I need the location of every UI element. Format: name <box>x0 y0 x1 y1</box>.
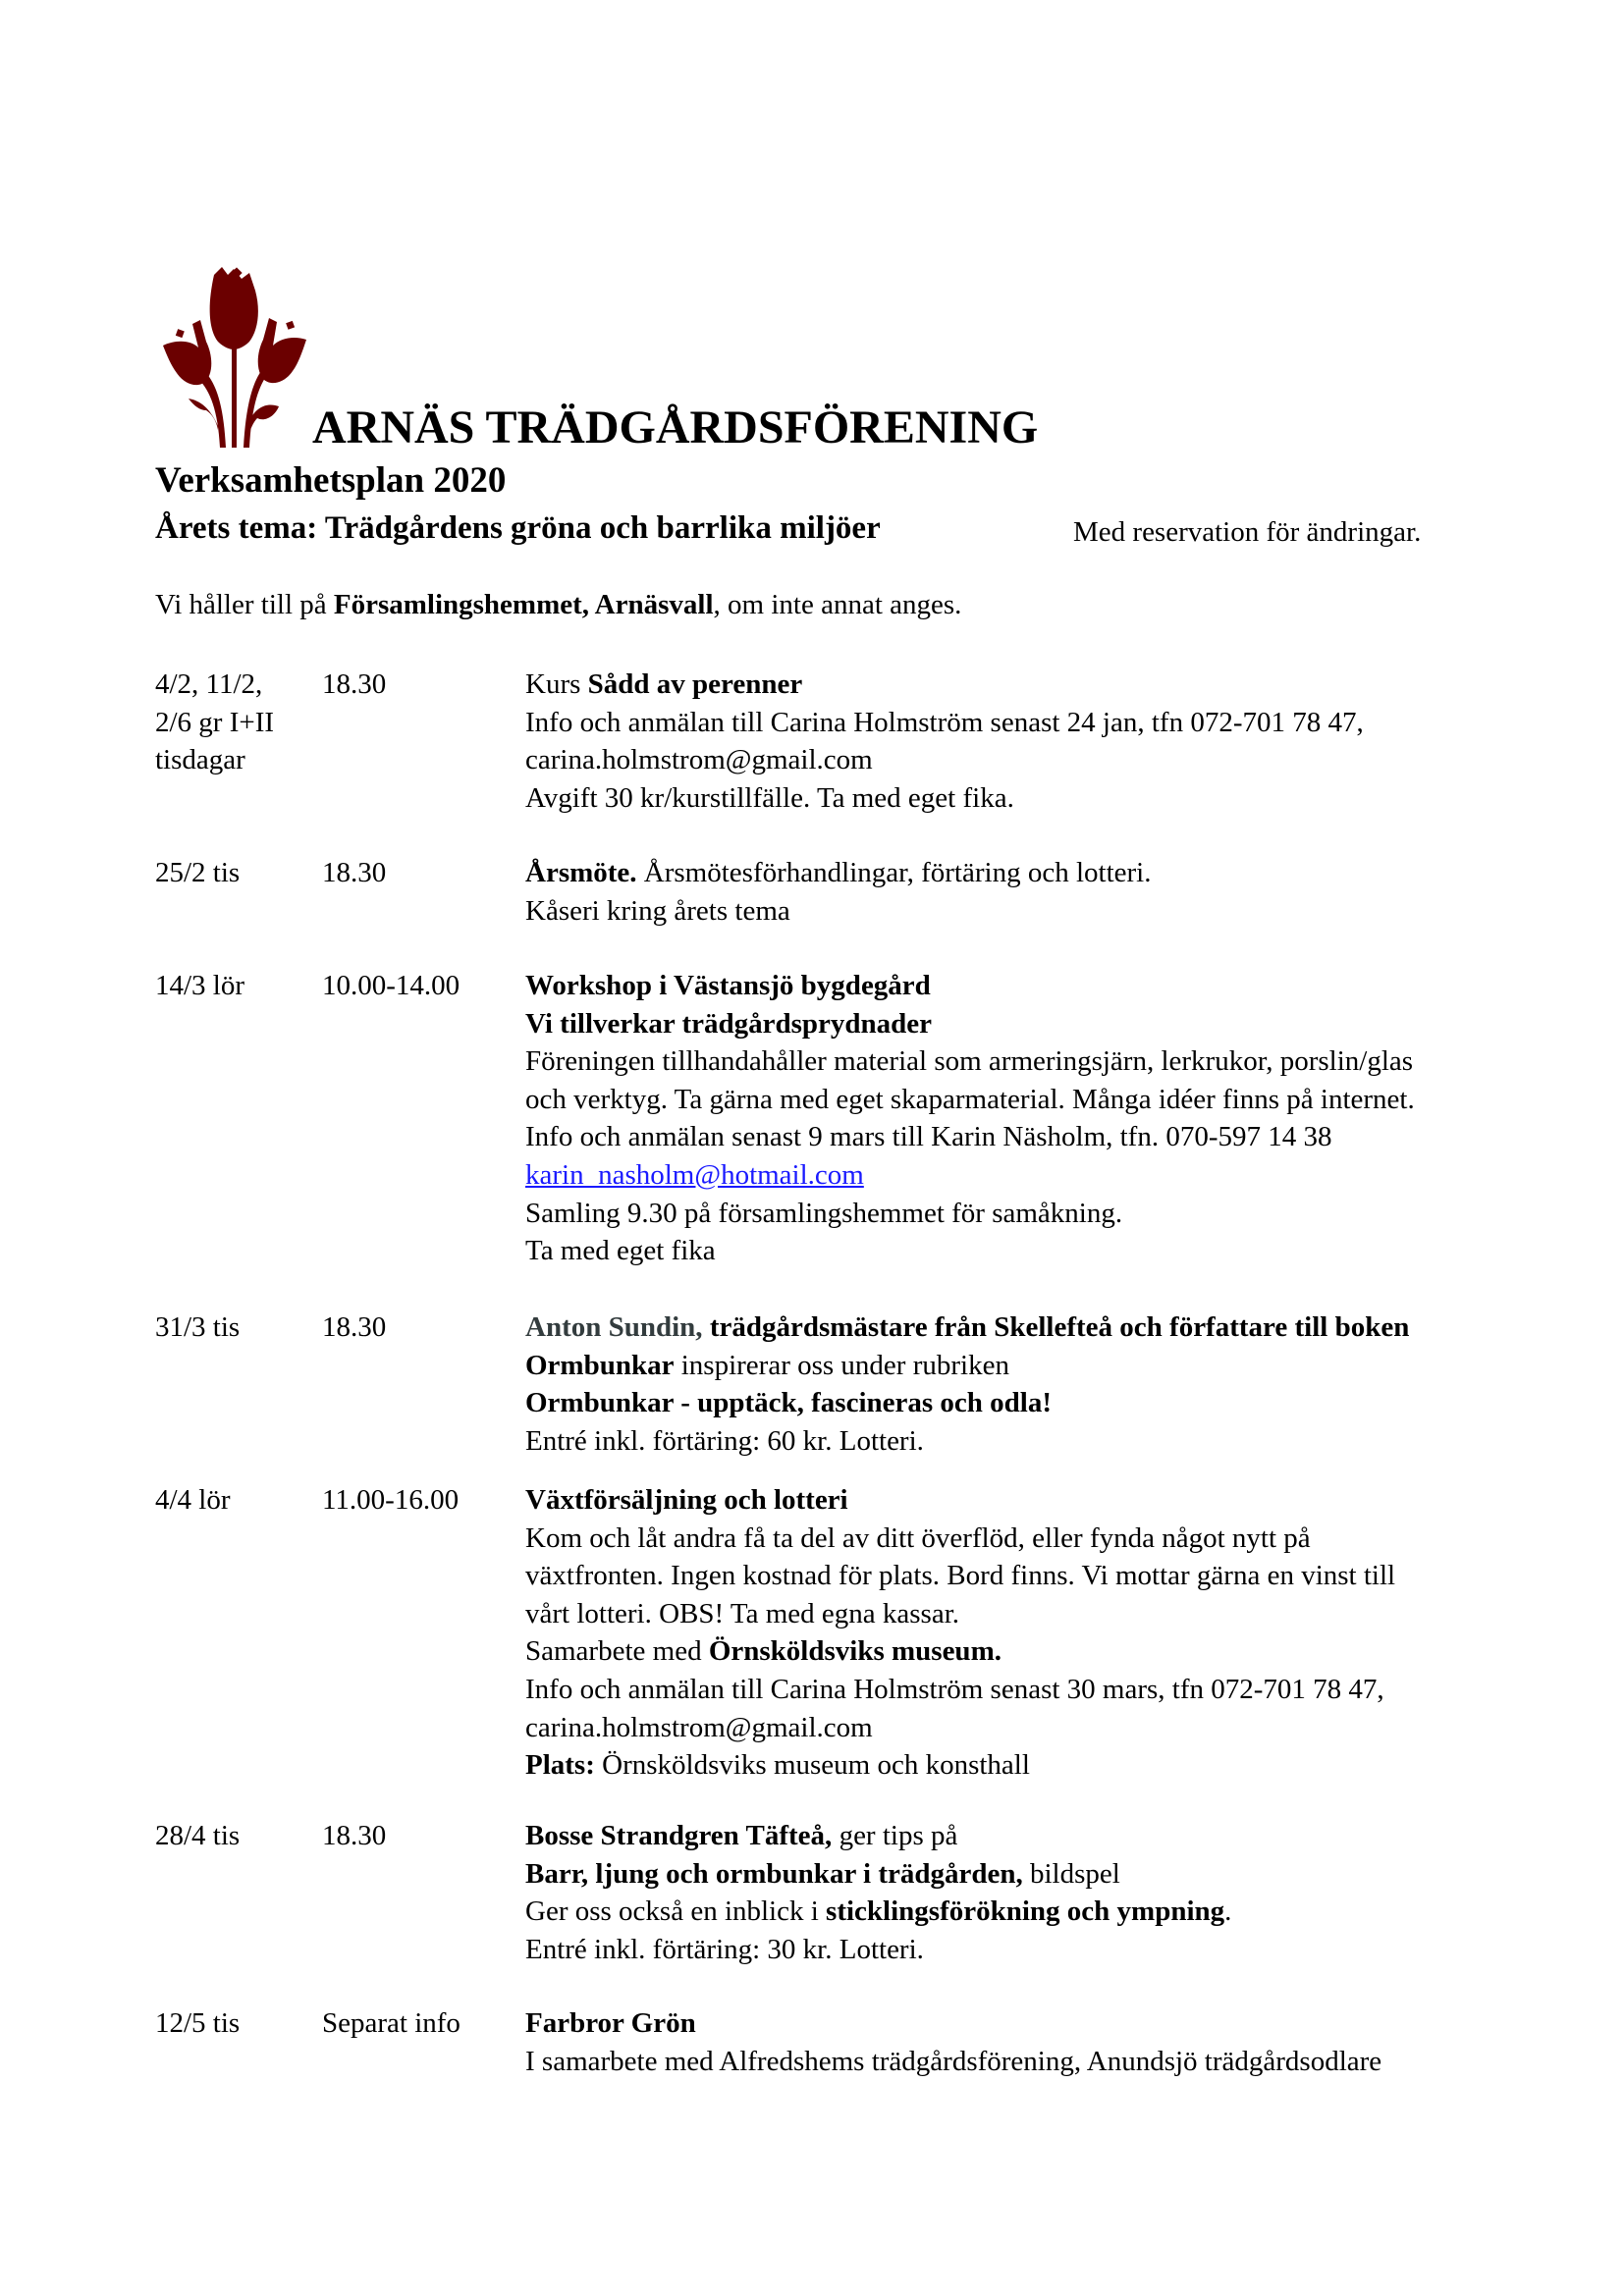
event-time: 11.00-16.00 <box>322 1484 460 1516</box>
intro-suffix: , om inte annat anges. <box>713 589 962 620</box>
event-line: Entré inkl. förtäring: 30 kr. Lotteri. <box>525 1933 924 1965</box>
venue-intro <box>155 589 961 621</box>
event-title-line <box>525 854 1586 892</box>
event-book-suffix: inspirerar oss under rubriken <box>674 1349 1009 1381</box>
event-line: Info och anmälan till Carina Holmström senast 30 mars, tfn 072-701 78 47, <box>525 1673 1384 1705</box>
event-title: Workshop i Västansjö bygdegård <box>525 970 931 1001</box>
event-time: 18.30 <box>322 857 387 888</box>
email-link[interactable]: karin_nasholm@hotmail.com <box>525 1158 864 1191</box>
event-speaker: Anton Sundin, <box>525 1311 703 1343</box>
intro-venue: Församlingshemmet, Arnäsvall <box>333 589 714 620</box>
event-time: Separat info <box>322 2007 460 2039</box>
event-insight-line <box>525 1893 1586 1931</box>
event-title-suffix: Årsmötesförhandlingar, förtäring och lotteri. <box>636 857 1152 888</box>
event-description <box>525 2004 1586 2080</box>
event-email: carina.holmstrom@gmail.com <box>525 1711 873 1743</box>
event-subtitle: Vi tillverkar trädgårdsprydnader <box>525 1007 933 1040</box>
event-title: Årsmöte. <box>525 857 637 888</box>
event-date-line: 4/2, 11/2, <box>155 668 263 700</box>
event-time: 18.30 <box>322 1820 387 1851</box>
event-line: Info och anmälan senast 9 mars till Karin Näsholm, tfn. 070-597 14 38 <box>525 1121 1332 1153</box>
event-date: 25/2 tis <box>155 857 241 888</box>
event-topic-line <box>525 1855 1586 1894</box>
event-insight-suffix: . <box>1224 1896 1232 1928</box>
event-time: 18.30 <box>322 668 387 700</box>
event-speaker-line <box>525 1308 1586 1347</box>
event-collab-prefix: Samarbete med <box>525 1635 709 1668</box>
event-line: Avgift 30 kr/kurstillfälle. Ta med eget fika. <box>525 781 1014 814</box>
event-insight: sticklingsförökning och ympning <box>826 1896 1225 1928</box>
event-date <box>155 666 322 779</box>
event-description <box>525 967 1586 1270</box>
event-title: Sådd av perenner <box>587 668 803 700</box>
event-line: vårt lotteri. OBS! Ta med egna kassar. <box>525 1597 959 1629</box>
event-email: carina.holmstrom@gmail.com <box>525 744 873 776</box>
event-place-label: Plats: <box>525 1749 595 1782</box>
event-topic: Barr, ljung och ormbunkar i trädgården, <box>525 1857 1023 1890</box>
email-link-line <box>525 1156 1586 1195</box>
event-speaker: Bosse Strandgren Täfteå, <box>525 1820 833 1851</box>
event-description <box>525 1817 1586 1968</box>
event-place-line <box>525 1746 1586 1785</box>
event-place: Örnsköldsviks museum och konsthall <box>594 1749 1030 1782</box>
event-insight-prefix: Ger oss också en inblick i <box>525 1896 827 1928</box>
event-book-line <box>525 1347 1586 1385</box>
event-line: Ta med eget fika <box>525 1235 716 1267</box>
event-collab: Örnsköldsviks museum. <box>708 1635 1001 1668</box>
plan-title: Verksamhetsplan 2020 <box>155 460 507 501</box>
event-book: Ormbunkar <box>525 1349 675 1381</box>
event-speaker-line <box>525 1817 1586 1855</box>
event-collab-line <box>525 1632 1586 1671</box>
event-time: 10.00-14.00 <box>322 970 460 1001</box>
event-time: 18.30 <box>322 1311 387 1343</box>
event-description <box>525 666 1586 817</box>
intro-prefix: Vi håller till på <box>155 589 334 620</box>
event-line: I samarbete med Alfredshems trädgårdsförening, Anundsjö trädgårdsodlare <box>525 2045 1382 2077</box>
event-title-prefix: Kurs <box>525 668 588 700</box>
event-headline: Ormbunkar - upptäck, fascineras och odla! <box>525 1387 1053 1419</box>
event-date: 14/3 lör <box>155 970 245 1001</box>
organization-title: ARNÄS TRÄDGÅRDSFÖRENING <box>312 401 1039 454</box>
event-date: 12/5 tis <box>155 2007 241 2039</box>
event-topic-suffix: bildspel <box>1022 1857 1120 1890</box>
event-line: Info och anmälan till Carina Holmström senast 24 jan, tfn 072-701 78 47, <box>525 706 1364 738</box>
event-line: växtfronten. Ingen kostnad för plats. Bord finns. Vi mottar gärna en vinst till <box>525 1560 1396 1592</box>
event-date: 28/4 tis <box>155 1820 241 1851</box>
event-description <box>525 1481 1586 1785</box>
reservation-note: Med reservation för ändringar. <box>1073 516 1422 548</box>
tulip-logo-icon <box>155 263 314 450</box>
event-title: Farbror Grön <box>525 2007 696 2039</box>
event-speaker-suffix: ger tips på <box>832 1820 958 1851</box>
event-description <box>525 854 1586 930</box>
event-title-line <box>525 666 1586 704</box>
event-title: Växtförsäljning och lotteri <box>525 1484 848 1516</box>
event-date-line: 2/6 gr I+II <box>155 706 275 738</box>
event-line: Föreningen tillhandahåller material som armeringsjärn, lerkrukor, porslin/glas <box>525 1045 1414 1078</box>
theme-title: Årets tema: Trädgårdens gröna och barrlika miljöer <box>155 510 881 546</box>
event-description <box>525 1308 1586 1460</box>
event-line: Kåseri kring årets tema <box>525 894 790 927</box>
event-line: Samling 9.30 på församlingshemmet för samåkning. <box>525 1197 1123 1229</box>
event-line: och verktyg. Ta gärna med eget skaparmaterial. Många idéer finns på internet. <box>525 1083 1415 1115</box>
event-date: 4/4 lör <box>155 1484 231 1516</box>
event-date-line: tisdagar <box>155 744 245 776</box>
event-speaker-desc: trädgårdsmästare från Skellefteå och författare till boken <box>702 1311 1410 1343</box>
event-date: 31/3 tis <box>155 1311 241 1343</box>
event-line: Entré inkl. förtäring: 60 kr. Lotteri. <box>525 1424 924 1457</box>
event-line: Kom och låt andra få ta del av ditt överflöd, eller fynda något nytt på <box>525 1522 1311 1554</box>
